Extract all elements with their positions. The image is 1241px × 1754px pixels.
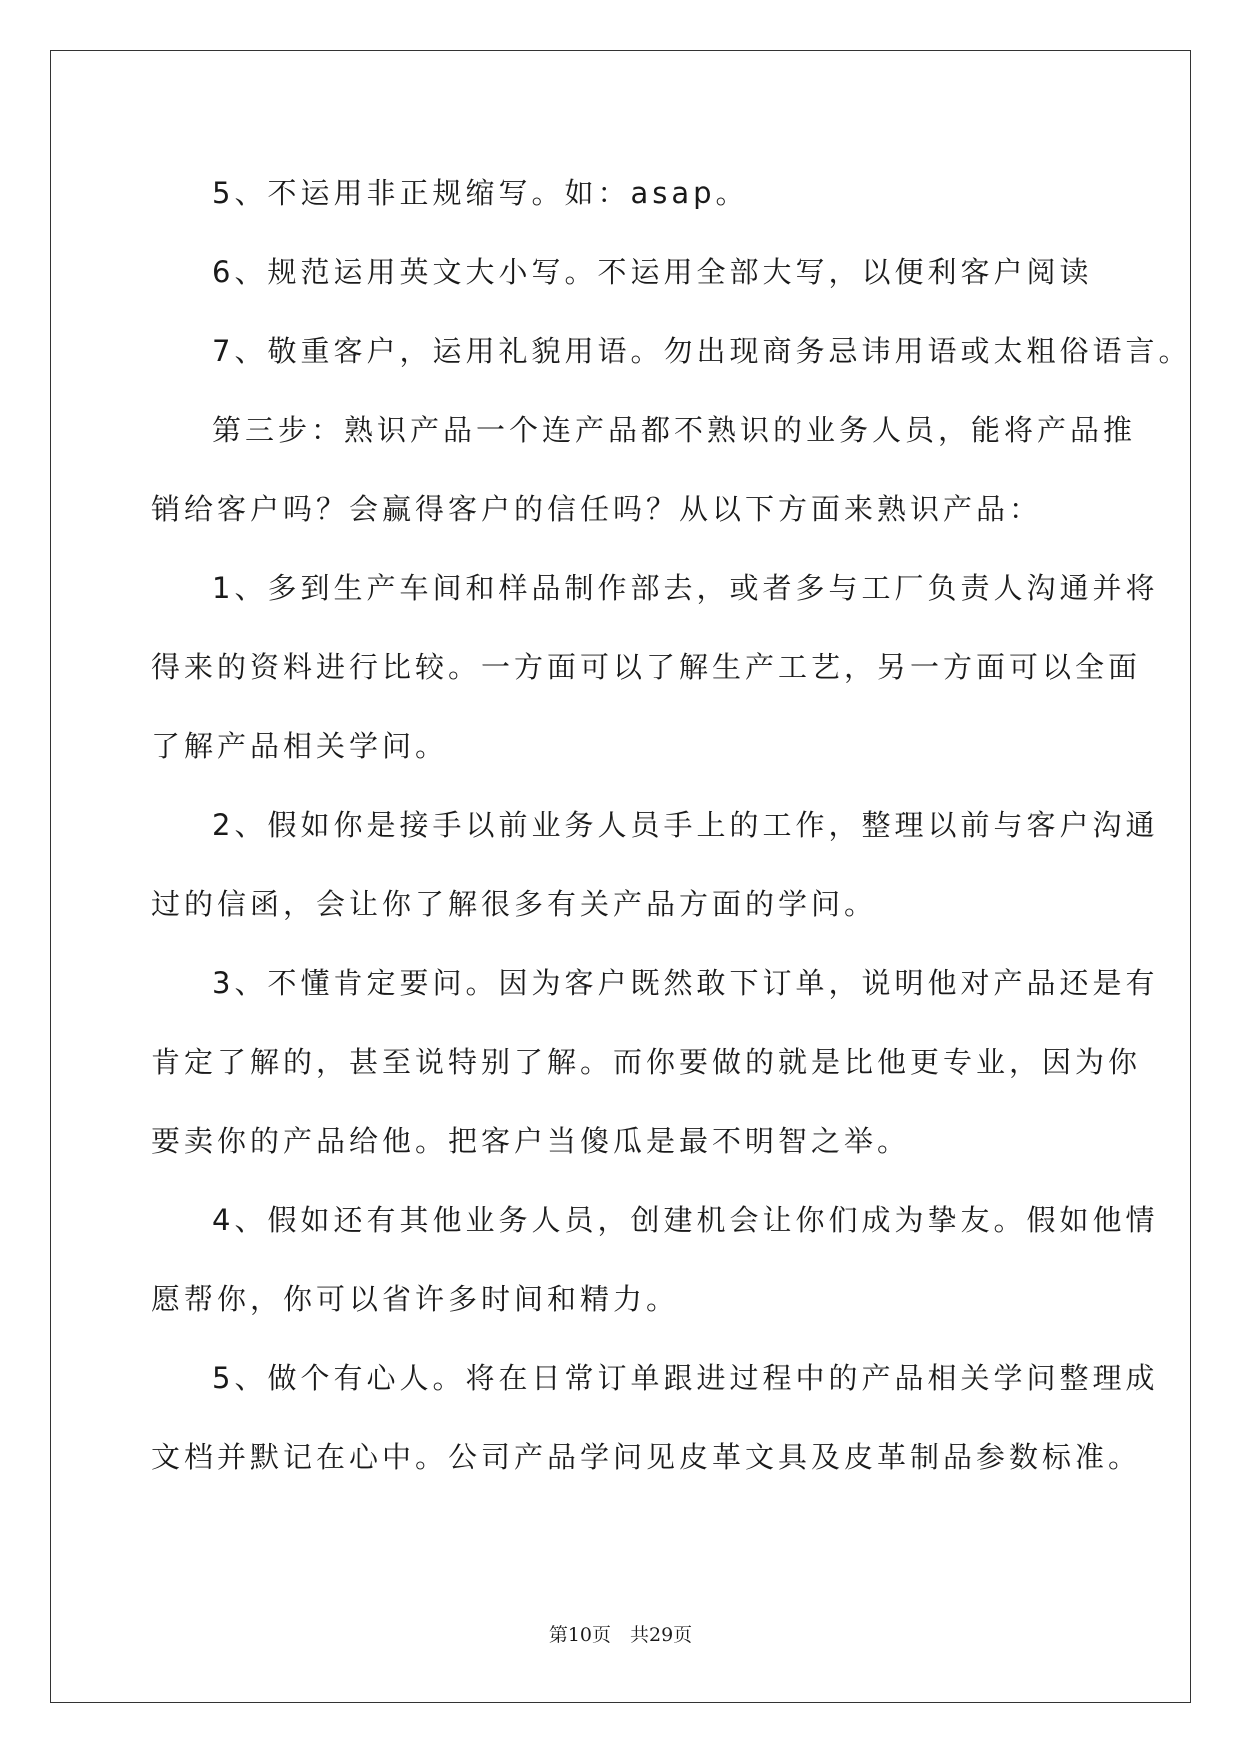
paragraph-line: 6、规范运用英文大小写。不运用全部大写，以便利客户阅读 bbox=[212, 255, 1093, 289]
page-number: 第10页 共29页 bbox=[548, 1624, 693, 1646]
paragraph-line: 要卖你的产品给他。把客户当傻瓜是最不明智之举。 bbox=[151, 1124, 911, 1158]
paragraph-line: 过的信函，会让你了解很多有关产品方面的学问。 bbox=[151, 887, 878, 921]
paragraph-line: 销给客户吗？会赢得客户的信任吗？从以下方面来熟识产品： bbox=[151, 492, 1043, 526]
paragraph-line: 第三步：熟识产品一个连产品都不熟识的业务人员，能将产品推 bbox=[212, 413, 1137, 447]
paragraph-line: 5、做个有心人。将在日常订单跟进过程中的产品相关学问整理成 bbox=[212, 1361, 1159, 1395]
paragraph-line: 5、不运用非正规缩写。如：asap。 bbox=[212, 176, 749, 210]
paragraph-line: 肯定了解的，甚至说特别了解。而你要做的就是比他更专业，因为你 bbox=[151, 1045, 1142, 1079]
paragraph-line: 了解产品相关学问。 bbox=[151, 729, 449, 763]
paragraph-line: 文档并默记在心中。公司产品学问见皮革文具及皮革制品参数标准。 bbox=[151, 1440, 1142, 1474]
paragraph-line: 2、假如你是接手以前业务人员手上的工作，整理以前与客户沟通 bbox=[212, 808, 1159, 842]
paragraph-line: 1、多到生产车间和样品制作部去，或者多与工厂负责人沟通并将 bbox=[212, 571, 1159, 605]
paragraph-line: 7、敬重客户，运用礼貌用语。勿出现商务忌讳用语或太粗俗语言。 bbox=[212, 334, 1192, 368]
paragraph-line: 3、不懂肯定要问。因为客户既然敢下订单，说明他对产品还是有 bbox=[212, 966, 1159, 1000]
paragraph-line: 愿帮你，你可以省许多时间和精力。 bbox=[151, 1282, 680, 1316]
paragraph-line: 得来的资料进行比较。一方面可以了解生产工艺，另一方面可以全面 bbox=[151, 650, 1142, 684]
paragraph-line: 4、假如还有其他业务人员，创建机会让你们成为挚友。假如他情 bbox=[212, 1203, 1159, 1237]
